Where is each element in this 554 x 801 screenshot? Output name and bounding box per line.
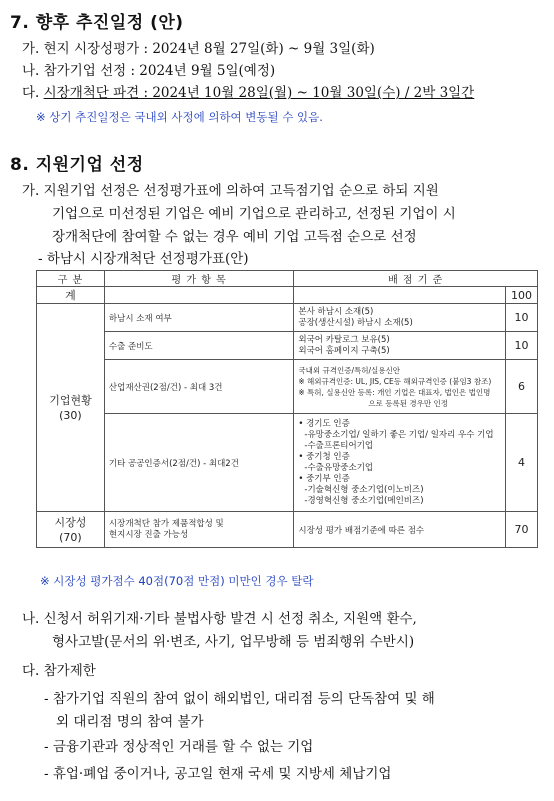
restriction-title: 다. 참가제한 bbox=[22, 663, 96, 679]
table-total-row bbox=[37, 287, 538, 304]
evaluation-table bbox=[36, 270, 538, 548]
evaluation-table-caption: - 하남시 시장개척단 선정평가표(안) bbox=[38, 251, 249, 267]
row-item: 기타 공공인증서(2점/건) - 최대2건 bbox=[104, 414, 293, 512]
selection-ga-line-3: 장개척단에 참여할 수 없는 경우 예비 기업 고득점 순으로 선정 bbox=[52, 229, 417, 245]
group-company-status: 기업현황 (30) bbox=[37, 304, 105, 512]
section-8-title: 8. 지원기업 선정 bbox=[10, 155, 144, 175]
row-item: 수출 준비도 bbox=[104, 332, 293, 360]
section-7-title: 7. 향후 추진일정 (안) bbox=[10, 13, 184, 33]
row-score: 70 bbox=[505, 512, 537, 548]
table-row bbox=[37, 414, 538, 512]
row-criteria: 외국어 카탈로그 보유(5) 외국어 홈페이지 구축(5) bbox=[294, 332, 506, 360]
table-row-market bbox=[37, 512, 538, 548]
row-criteria: 국내외 규격인증/특허/실용신안 ※ 해외규격인증: UL, JIS, CE등 해외규격인증 (붙임3 참조) ※ 특허, 실용신안 등록: 개인 기업은 대표자, 법인은 법인명 으로 등록된 경우만 인정 bbox=[294, 360, 506, 414]
total-score: 100 bbox=[505, 287, 537, 304]
row-item: 하남시 소재 여부 bbox=[104, 304, 293, 332]
schedule-item-da-prefix: 다. bbox=[22, 85, 44, 101]
schedule-item-da bbox=[22, 84, 474, 102]
schedule-item-ga: 가. 현지 시장성평가 : 2024년 8월 27일(화) ~ 9월 3일(화) bbox=[22, 41, 375, 57]
selection-na-line-1: 나. 신청서 허위기재·기타 불법사항 발견 시 선정 취소, 지원액 환수, bbox=[22, 611, 417, 627]
table-row bbox=[37, 332, 538, 360]
header-evaluation-item: 평 가 항 목 bbox=[104, 271, 293, 287]
row-item: 시장개척단 참가 제품적합성 및 현지시장 진출 가능성 bbox=[104, 512, 293, 548]
schedule-note: ※ 상기 추진일정은 국내외 사정에 의하여 변동될 수 있음. bbox=[36, 110, 323, 124]
selection-ga-line-1: 가. 지원기업 선정은 선정평가표에 의하여 고득점기업 순으로 하되 지원 bbox=[22, 183, 439, 199]
row-criteria: 본사 하남시 소재(5) 공장(생산시설) 하남시 소재(5) bbox=[294, 304, 506, 332]
restriction-item: - 휴업·폐업 중이거나, 공고일 현재 국세 및 지방세 체납기업 bbox=[44, 766, 392, 782]
row-score: 10 bbox=[505, 304, 537, 332]
row-item: 산업재산권(2점/건) - 최대 3건 bbox=[104, 360, 293, 414]
schedule-item-na: 나. 참가기업 선정 : 2024년 9월 5일(예정) bbox=[22, 63, 276, 79]
total-label: 계 bbox=[37, 287, 105, 304]
group-marketability: 시장성 (70) bbox=[37, 512, 105, 548]
row-score: 6 bbox=[505, 360, 537, 414]
row-score: 10 bbox=[505, 332, 537, 360]
table-note: ※ 시장성 평가점수 40점(70점 만점) 미만인 경우 탈락 bbox=[40, 574, 314, 588]
table-row bbox=[37, 304, 538, 332]
row-score: 4 bbox=[505, 414, 537, 512]
schedule-item-da-text: 시장개척단 파견 : 2024년 10월 28일(월) ~ 10월 30일(수) / 2박 3일간 bbox=[43, 85, 475, 101]
table-row bbox=[37, 360, 538, 414]
restriction-item-cont: 외 대리점 명의 참여 불가 bbox=[56, 714, 204, 730]
row-criteria: • 경기도 인증 -유망중소기업/ 일하기 좋은 기업/ 일자리 우수 기업 -수출프론티어기업 • 중기청 인증 -수출유망중소기업 • 중기부 인증 -기술혁신형 중소기업(이노비즈) -경영혁신형 중소기업(메인비즈) bbox=[294, 414, 506, 512]
table-header-row bbox=[37, 271, 538, 287]
header-category: 구 분 bbox=[37, 271, 105, 287]
restriction-item: - 참가기업 직원의 참여 없이 해외법인, 대리점 등의 단독참여 및 해 bbox=[44, 691, 435, 707]
restriction-item: - 금융기관과 정상적인 거래를 할 수 없는 기업 bbox=[44, 739, 314, 755]
selection-na-line-2: 형사고발(문서의 위·변조, 사기, 업무방해 등 범죄행위 수반시) bbox=[52, 634, 415, 650]
header-scoring-criteria: 배 점 기 준 bbox=[294, 271, 538, 287]
row-criteria: 시장성 평가 배점기준에 따른 점수 bbox=[294, 512, 506, 548]
selection-ga-line-2: 기업으로 미선정된 기업은 예비 기업으로 관리하고, 선정된 기업이 시 bbox=[52, 206, 456, 222]
